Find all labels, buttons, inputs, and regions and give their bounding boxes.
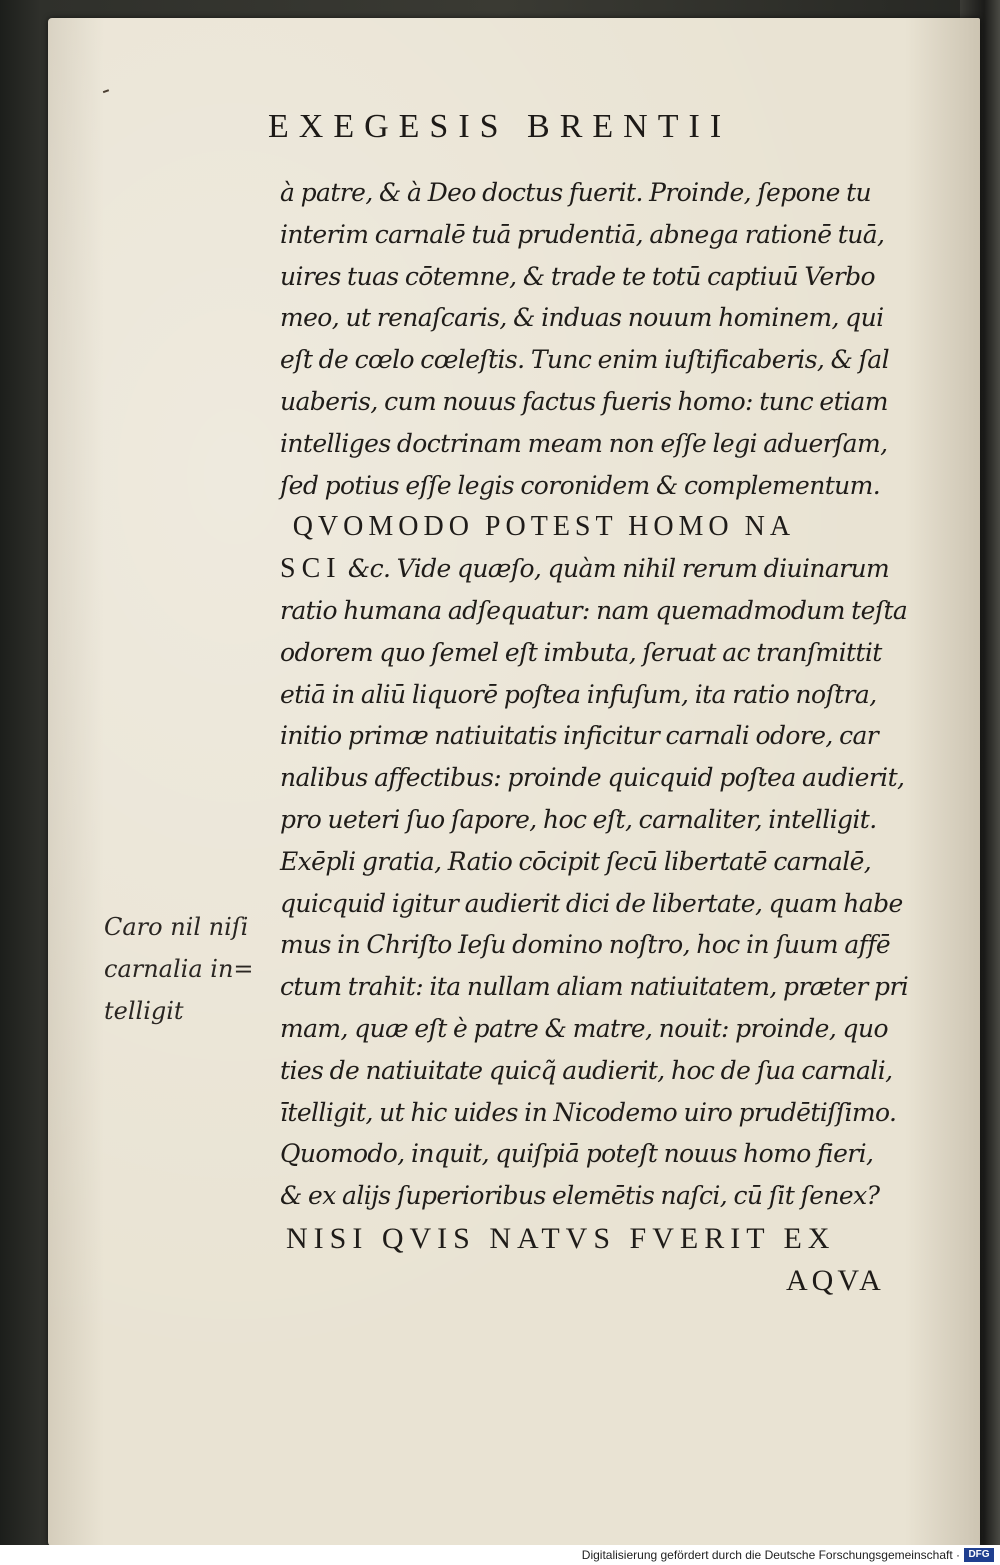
marginal-note-line: telligit	[104, 997, 184, 1025]
running-head: EXEGESIS BRENTII	[268, 108, 732, 145]
marginal-note-line: carnalia in=	[104, 955, 254, 983]
footer-bar	[0, 1545, 1000, 1565]
text-line: ītelligit, ut hic uides in Nicodemo uiro prudētiſſimo.	[280, 1097, 897, 1127]
footer-credit: Digitalisierung gefördert durch die Deutsche Forschungsgemeinschaft ·	[581, 1548, 960, 1562]
text-line: etiā in aliū liquorē poſtea infuſum, ita ratio noſtra,	[280, 679, 877, 709]
section-first-line-text: &c. Vide quæſo, quàm nihil rerum diuinarum	[341, 554, 890, 584]
closing-caps-line: NISI QVIS NATVS FVERIT EX	[286, 1222, 836, 1255]
text-line: Exēpli gratia, Ratio cōcipit ſecū libertatē carnalē,	[280, 846, 872, 876]
margin-mark	[103, 89, 111, 99]
section-heading-caps: QVOMODO POTEST HOMO NA	[292, 511, 796, 543]
text-line: pro ueteri ſuo ſapore, hoc eſt, carnaliter, intelligit.	[280, 804, 877, 834]
dfg-logo: DFG	[964, 1548, 994, 1562]
text-line: odorem quo ſemel eſt imbuta, ſeruat ac tranſmittit	[280, 637, 882, 667]
text-line: mus in Chriſto Ieſu domino noſtro, hoc in ſuum affē	[280, 930, 891, 960]
section-heading-caps-tail: SCI	[280, 553, 342, 585]
text-line: ctum trahit: ita nullam aliam natiuitatem, præter pri	[280, 972, 909, 1002]
text-line: mam, quæ eſt è patre & matre, nouit: proinde, quo	[280, 1013, 888, 1043]
text-line: initio primæ natiuitatis inficitur carnali odore, car	[280, 721, 879, 751]
catchword: AQVA	[786, 1264, 885, 1297]
text-line: intelliges doctrinam meam non eſſe legi aduerſam,	[280, 428, 888, 458]
text-line: uires tuas cōtemne, & trade te totū captiuū Verbo	[280, 261, 875, 291]
marginal-note-line: Caro nil niſi	[104, 913, 249, 941]
text-line: nalibus affectibus: proinde quicquid poſtea audierit,	[280, 763, 905, 793]
marginal-note	[104, 906, 274, 1032]
text-line: meo, ut renaſcaris, & induas nouum hominem, qui	[280, 303, 884, 333]
section-first-line	[280, 548, 920, 590]
text-line: ſed potius eſſe legis coronidem & complementum.	[280, 470, 881, 500]
text-line: uaberis, cum nouus factus fueris homo: tunc etiam	[280, 386, 888, 416]
body-text	[280, 172, 920, 1217]
text-line: ties de natiuitate quicq̃ audierit, hoc de ſua carnali,	[280, 1055, 893, 1085]
section-heading-line	[280, 506, 920, 548]
text-line: eſt de cœlo cœleſtis. Tunc enim iuſtificaberis, & ſal	[280, 345, 889, 375]
text-line: & ex alijs ſuperioribus elemētis naſci, cū ſit ſenex?	[280, 1181, 880, 1211]
text-line: à patre, & à Deo doctus fuerit. Proinde, ſepone tu	[280, 178, 872, 207]
text-line: ratio humana adſequatur: nam quemadmodum teſta	[280, 595, 908, 625]
text-line: Quomodo, inquit, quiſpiā poteſt nouus homo fieri,	[280, 1139, 874, 1169]
text-line: quicquid igitur audierit dici de libertate, quam habe	[280, 888, 903, 918]
text-line: interim carnalē tuā prudentiā, abnega rationē tuā,	[280, 219, 885, 249]
